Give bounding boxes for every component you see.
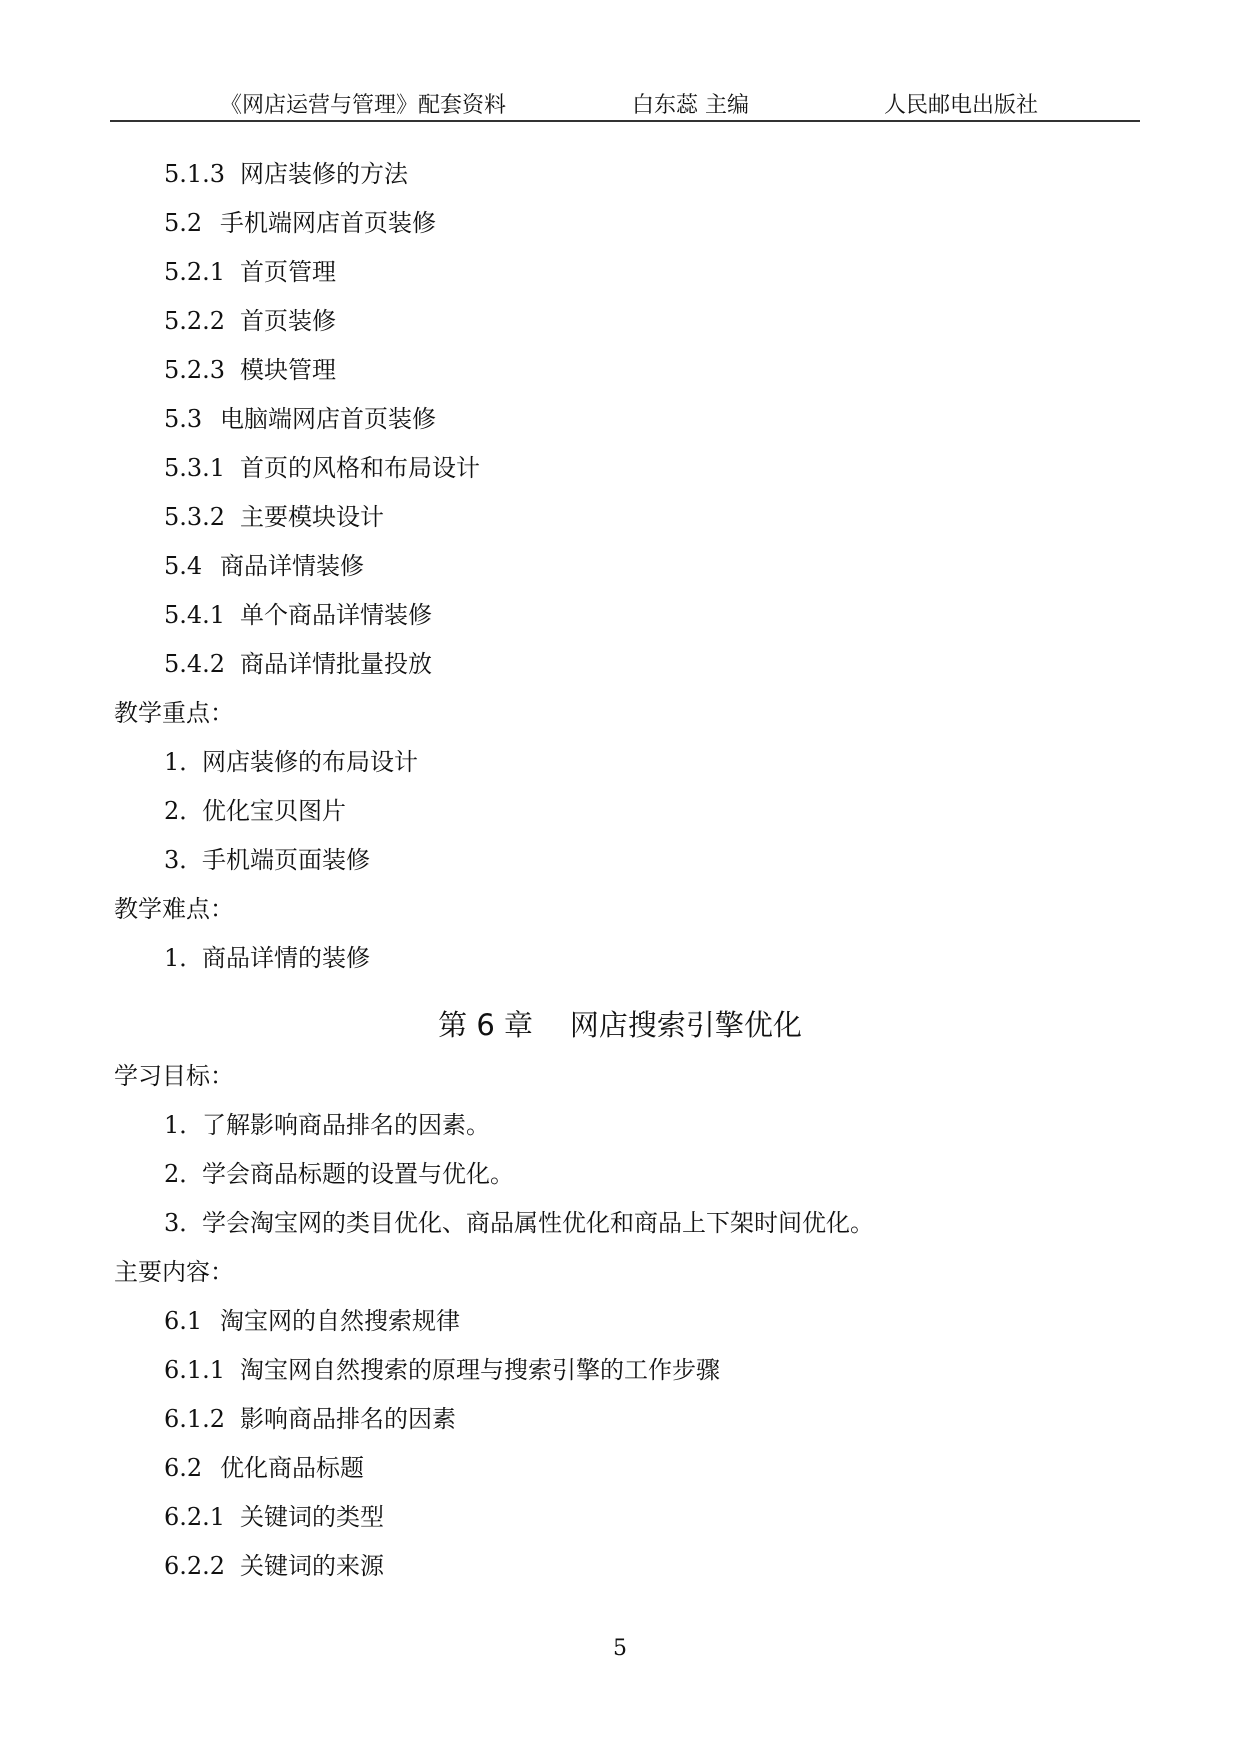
section-heading: 6.2 优化商品标题	[164, 1454, 364, 1482]
difficulties-label: 教学难点：	[114, 895, 234, 923]
toc-line: 6.1.1 淘宝网自然搜索的原理与搜索引擎的工作步骤	[164, 1356, 720, 1384]
section-heading: 6.1 淘宝网的自然搜索规律	[164, 1307, 460, 1335]
content-label: 主要内容：	[114, 1258, 234, 1286]
page-header	[110, 84, 1140, 122]
list-item: 2．优化宝贝图片	[164, 797, 346, 825]
toc-line: 5.4.2 商品详情批量投放	[164, 650, 432, 678]
list-item: 3．手机端页面装修	[164, 846, 370, 874]
list-item: 1．商品详情的装修	[164, 944, 370, 972]
toc-line: 6.2.1 关键词的类型	[164, 1503, 384, 1531]
chapter-title: 第 6 章 网店搜索引擎优化	[438, 1008, 802, 1042]
toc-line: 5.2.2 首页装修	[164, 307, 336, 335]
objectives-label: 学习目标：	[114, 1062, 234, 1090]
toc-line: 5.4.1 单个商品详情装修	[164, 601, 432, 629]
list-item: 3．学会淘宝网的类目优化、商品属性优化和商品上下架时间优化。	[164, 1209, 874, 1237]
toc-line: 5.1.3 网店装修的方法	[164, 160, 408, 188]
list-item: 1．了解影响商品排名的因素。	[164, 1111, 490, 1139]
toc-line: 5.2.3 模块管理	[164, 356, 336, 384]
header-editor: 白东蕊 主编	[632, 93, 749, 118]
toc-line: 5.3.2 主要模块设计	[164, 503, 384, 531]
toc-line: 6.2.2 关键词的来源	[164, 1552, 384, 1580]
section-heading: 5.3 电脑端网店首页装修	[164, 405, 436, 433]
toc-line: 5.3.1 首页的风格和布局设计	[164, 454, 480, 482]
header-publisher: 人民邮电出版社	[884, 93, 1039, 118]
section-heading: 5.2 手机端网店首页装修	[164, 209, 436, 237]
list-item: 2．学会商品标题的设置与优化。	[164, 1160, 514, 1188]
toc-line: 6.1.2 影响商品排名的因素	[164, 1405, 456, 1433]
list-item: 1．网店装修的布局设计	[164, 748, 418, 776]
header-book-title: 《网店运营与管理》配套资料	[220, 93, 507, 118]
page-number: 5	[613, 1636, 627, 1661]
section-heading: 5.4 商品详情装修	[164, 552, 364, 580]
key-points-label: 教学重点：	[114, 699, 234, 727]
toc-line: 5.2.1 首页管理	[164, 258, 336, 286]
